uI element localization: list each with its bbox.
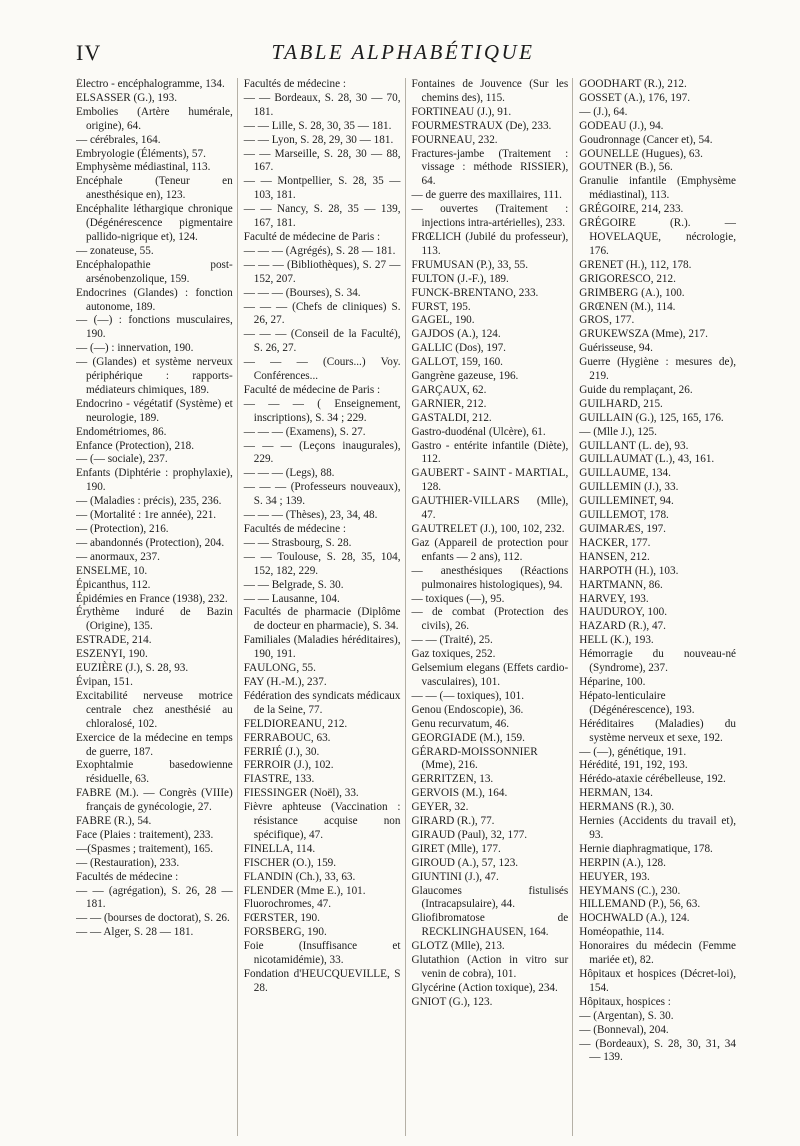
index-entry: — cérébrales, 164. — [76, 133, 161, 146]
index-entry: Encéphalopathie post-arsénobenzolique, 159. — [76, 258, 233, 285]
index-entry: GAJDOS (A.), 124. — [411, 328, 501, 341]
index-entry: EUZIÈRE (J.), S. 28, 93. — [76, 662, 189, 675]
index-entry: Embryologie (Éléments), 57. — [76, 147, 206, 160]
index-entry: Héréditaires (Maladies) du système nerveux et sexe, 192. — [579, 717, 736, 744]
index-entry: Gliofibromatose de RECKLINGHAUSEN, 164. — [411, 912, 569, 939]
index-entry: — (Restauration), 233. — [76, 856, 180, 869]
index-entry: GALLOT, 159, 160. — [411, 356, 503, 369]
index-entry: — — Toulouse, S. 28, 35, 104, 152, 182, 229. — [243, 550, 401, 577]
index-entry: Gaz toxiques, 252. — [411, 648, 496, 661]
index-entry: — (Argentan), S. 30. — [579, 1009, 674, 1022]
index-entry: Goudronnage (Cancer et), 54. — [579, 133, 713, 146]
index-entry: Fièvre aphteuse (Vaccination : résistance acquise non spécifique), 47. — [243, 801, 401, 841]
index-entry: Électro - encéphalogramme, 134. — [76, 78, 225, 90]
index-columns — [76, 78, 740, 1136]
index-entry: GIROUD (A.), 57, 123. — [411, 856, 519, 869]
index-entry: ENSELME, 10. — [76, 564, 148, 577]
index-entry: HARTMANN, 86. — [579, 578, 663, 591]
index-entry: GEORGIADE (M.), 159. — [411, 731, 525, 744]
index-entry: Genou (Endoscopie), 36. — [411, 703, 524, 716]
index-entry: GEYER, 32. — [411, 801, 469, 814]
index-entry: Facultés de médecine : — [76, 870, 179, 883]
index-entry: — — (agrégation), S. 26, 28 — 181. — [76, 884, 233, 911]
index-entry: — (Mlle J.), 125. — [579, 425, 657, 438]
index-entry: Exophtalmie basedowienne résiduelle, 63. — [76, 759, 233, 786]
index-entry: Hôpitaux, hospices : — [579, 995, 671, 1008]
index-entry: — — Nancy, S. 28, 35 — 139, 167, 181. — [243, 203, 401, 230]
index-entry: — de guerre des maxillaires, 111. — [411, 189, 562, 202]
index-entry: Exercice de la médecine en temps de guerre, 187. — [76, 731, 233, 758]
index-entry: GUIMARÆS, 197. — [579, 523, 666, 535]
index-entry: GIRARD (R.), 77. — [411, 815, 495, 828]
index-entry: — — Lausanne, 104. — [243, 592, 340, 605]
index-entry: HANSEN, 212. — [579, 550, 650, 563]
index-entry: Héparine, 100. — [579, 675, 646, 688]
index-entry: FRŒLICH (Jubilé du professeur), 113. — [411, 230, 569, 257]
index-entry: FORTINEAU (J.), 91. — [411, 105, 512, 118]
index-entry: Faculté de médecine de Paris : — [243, 383, 381, 396]
index-entry: — — Montpellier, S. 28, 35 — 103, 181. — [243, 175, 401, 202]
index-entry: — — Bordeaux, S. 28, 30 — 70, 181. — [243, 91, 401, 118]
index-entry: — (Bonneval), 204. — [579, 1023, 669, 1036]
index-entry: Gelsemium elegans (Effets cardio-vasculaires), 101. — [411, 662, 569, 688]
index-entry: GRŒNEN (M.), 114. — [579, 300, 676, 313]
index-entry: Hépato-lenticulaire (Dégénérescence), 193. — [579, 689, 695, 716]
index-entry: GRENET (H.), 112, 178. — [579, 258, 692, 271]
index-entry: Encéphale (Teneur en anesthésique en), 123. — [76, 175, 233, 202]
index-entry: Hôpitaux et hospices (Décret-loi), 154. — [579, 968, 736, 994]
index-entry: — — — ( Enseignement, inscriptions), S. 34 ; 229. — [243, 397, 401, 424]
index-entry: Facultés de médecine : — [243, 78, 346, 90]
index-entry: FAULONG, 55. — [243, 662, 316, 675]
index-entry: — — Belgrade, S. 30. — [243, 578, 344, 591]
index-entry: — — — (Conseil de la Faculté), S. 26, 27. — [243, 328, 401, 355]
index-entry: Épicanthus, 112. — [76, 578, 151, 591]
index-entry: — — — (Agrégés), S. 28 — 181. — [243, 244, 396, 257]
index-entry: — — (Traité), 25. — [411, 634, 493, 647]
index-entry: FISCHER (O.), 159. — [243, 856, 337, 869]
index-column — [76, 78, 237, 1136]
index-entry: Guérisseuse, 94. — [579, 342, 653, 355]
index-entry: — (— sociale), 237. — [76, 453, 168, 466]
index-entry: FORSBERG, 190. — [243, 926, 327, 939]
index-entry: HARPOTH (H.), 103. — [579, 564, 679, 577]
index-entry: HERMAN, 134. — [579, 787, 653, 800]
index-entry: GERVOIS (M.), 164. — [411, 787, 508, 800]
index-entry: HARVEY, 193. — [579, 592, 649, 605]
index-entry: GASTALDI, 212. — [411, 411, 492, 424]
index-column — [237, 78, 405, 1136]
index-entry: FULTON (J.-F.), 189. — [411, 272, 509, 285]
index-entry: ELSASSER (G.), 193. — [76, 91, 178, 104]
index-entry: — anormaux, 237. — [76, 550, 160, 563]
index-entry: Enfance (Protection), 218. — [76, 439, 195, 452]
index-entry: Hémorragie du nouveau-né (Syndrome), 237. — [579, 648, 736, 675]
index-entry: — (Maladies : précis), 235, 236. — [76, 495, 222, 508]
index-entry: Face (Plaies : traitement), 233. — [76, 828, 214, 841]
index-entry: HAUDUROY, 100. — [579, 606, 667, 619]
index-entry: — — — (Leçons inaugurales), 229. — [243, 439, 401, 466]
index-entry: Encéphalite léthargique chronique (Dégénérescence pigmentaire pallido-nigrique et), 124. — [76, 203, 233, 243]
index-entry: — — (— toxiques), 101. — [411, 689, 524, 702]
index-entry: Emphysème médiastinal, 113. — [76, 161, 211, 174]
page-title: TABLE ALPHABÉTIQUE — [271, 40, 535, 64]
index-column — [572, 78, 740, 1136]
index-entry: GIRET (Mlle), 177. — [411, 842, 501, 855]
index-entry: Faculté de médecine de Paris : — [243, 230, 381, 243]
index-entry: GRIMBERG (A.), 100. — [579, 286, 685, 299]
index-entry: — — — (Chefs de cliniques) S. 26, 27. — [243, 300, 401, 327]
index-entry: GOUTNER (B.), 56. — [579, 161, 673, 174]
index-entry: FIESSINGER (Noël), 33. — [243, 787, 359, 800]
index-entry: GIRAUD (Paul), 32, 177. — [411, 828, 528, 841]
index-entry: Fédération des syndicats médicaux de la Seine, 77. — [243, 689, 401, 716]
index-entry: — — Strasbourg, S. 28. — [243, 536, 352, 549]
index-entry: GOODHART (R.), 212. — [579, 78, 687, 90]
index-entry: GUILLEMIN (J.), 33. — [579, 481, 679, 494]
index-entry: FABRE (R.), 54. — [76, 815, 152, 828]
index-entry: HOCHWALD (A.), 124. — [579, 912, 690, 925]
index-entry: HACKER, 177. — [579, 536, 651, 549]
index-entry: Glycérine (Action toxique), 234. — [411, 981, 558, 994]
index-entry: Homéopathie, 114. — [579, 926, 665, 939]
index-entry: — ouvertes (Traitement : injections intra-artérielles), 233. — [411, 203, 569, 230]
index-entry: GÉRARD-MOISSONNIER (Mme), 216. — [411, 745, 538, 772]
index-entry: Embolies (Artère humérale, origine), 64. — [76, 105, 233, 132]
index-entry: GUILLAUME, 134. — [579, 467, 671, 480]
index-entry: — — Lyon, S. 28, 29, 30 — 181. — [243, 133, 394, 146]
index-entry: FLANDIN (Ch.), 33, 63. — [243, 870, 356, 883]
index-entry: HELL (K.), 193. — [579, 634, 654, 647]
index-entry: — — — (Examens), S. 27. — [243, 425, 366, 438]
index-entry: Hernies (Accidents du travail et), 93. — [579, 815, 736, 841]
index-entry: Enfants (Diphtérie : prophylaxie), 190. — [76, 467, 233, 494]
index-entry: Excitabilité nerveuse motrice centrale chez anesthésié au chloralosé, 102. — [76, 689, 233, 730]
index-entry: GUILLANT (L. de), 93. — [579, 439, 689, 452]
index-entry: Fluorochromes, 47. — [243, 898, 332, 911]
index-entry: — de combat (Protection des civils), 26. — [411, 606, 569, 633]
index-entry: Fondation d'HEUCQUEVILLE, S 28. — [243, 968, 401, 994]
index-entry: FELDIOREANU, 212. — [243, 717, 348, 730]
index-entry: GERRITZEN, 13. — [411, 773, 494, 786]
index-entry: — — Alger, S. 28 — 181. — [76, 926, 194, 939]
index-entry: — — Marseille, S. 28, 30 — 88, 167. — [243, 147, 401, 174]
index-entry: GOUNELLE (Hugues), 63. — [579, 147, 703, 160]
index-entry: Hérédo-ataxie cérébelleuse, 192. — [579, 773, 726, 786]
index-entry: Honoraires du médecin (Femme mariée et), 82. — [579, 940, 736, 967]
index-entry: Granulie infantile (Emphysème médiastinal), 113. — [579, 175, 736, 202]
index-entry: HEYMANS (C.), 230. — [579, 884, 681, 897]
index-entry: HILLEMAND (P.), 56, 63. — [579, 898, 701, 911]
index-entry: GUILLAIN (G.), 125, 165, 176. — [579, 411, 724, 424]
index-entry: — — (bourses de doctorat), S. 26. — [76, 912, 230, 925]
index-entry: GUILLEMINET, 94. — [579, 495, 674, 508]
index-entry: GNIOT (G.), 123. — [411, 995, 493, 1008]
index-entry: FOURNEAU, 232. — [411, 133, 498, 146]
index-entry: Gangrène gazeuse, 196. — [411, 370, 519, 383]
index-entry: FUNCK-BRENTANO, 233. — [411, 286, 539, 299]
index-entry: Foie (Insuffisance et nicotamidémie), 33. — [243, 940, 401, 967]
index-entry: FIASTRE, 133. — [243, 773, 315, 786]
index-entry: — — — (Cours...) Voy. Conférences... — [243, 356, 401, 383]
index-entry: — — — (Bourses), S. 34. — [243, 286, 361, 299]
index-entry: Glaucomes fistulisés (Intracapsulaire), 44. — [411, 884, 569, 911]
index-entry: GRÉGOIRE, 214, 233. — [579, 203, 684, 216]
index-entry: Glutathion (Action in vitro sur venin de cobra), 101. — [411, 954, 569, 980]
index-entry: Fontaines de Jouvence (Sur les chemins des), 115. — [411, 78, 569, 104]
index-entry: — (Protection), 216. — [76, 523, 169, 535]
index-entry: Gastro - entérite infantile (Diète), 112. — [411, 439, 569, 466]
index-entry: FERRIÉ (J.), 30. — [243, 745, 320, 758]
index-entry: Fractures-jambe (Traitement : vissage : méthode RISSIER), 64. — [411, 147, 569, 188]
index-entry: Hernie diaphragmatique, 178. — [579, 842, 713, 855]
index-entry: GODEAU (J.), 94. — [579, 119, 664, 132]
index-entry: Endométriomes, 86. — [76, 425, 167, 438]
index-entry: — — — (Bibliothèques), S. 27 — 152, 207. — [243, 258, 401, 285]
index-entry: FURST, 195. — [411, 300, 471, 313]
index-entry: — (Mortalité : 1re année), 221. — [76, 509, 217, 522]
index-entry: — (Bordeaux), S. 28, 30, 31, 34 — 139. — [579, 1037, 736, 1064]
index-entry: GOSSET (A.), 176, 197. — [579, 91, 690, 104]
index-entry: FAY (H.-M.), 237. — [243, 675, 327, 688]
index-entry: GAUTRELET (J.), 100, 102, 232. — [411, 523, 565, 535]
index-entry: Épidémies en France (1938), 232. — [76, 592, 228, 605]
index-entry: GARÇAUX, 62. — [411, 383, 487, 396]
index-entry: Gastro-duodénal (Ulcère), 61. — [411, 425, 546, 438]
index-entry: — (—), génétique, 191. — [579, 745, 687, 758]
index-entry: Évipan, 151. — [76, 675, 133, 688]
index-entry: GARNIER, 212. — [411, 397, 487, 410]
index-entry: FLENDER (Mme E.), 101. — [243, 884, 366, 897]
index-entry: GRIGORESCO, 212. — [579, 272, 676, 285]
index-entry: GUILHARD, 215. — [579, 397, 663, 410]
index-entry: GALLIC (Dos), 197. — [411, 342, 506, 355]
index-entry: — — — (Thèses), 23, 34, 48. — [243, 509, 378, 522]
index-entry: GUILLAUMAT (L.), 43, 161. — [579, 453, 715, 466]
page-header — [76, 40, 730, 70]
index-entry: —(Spasmes ; traitement), 165. — [76, 842, 214, 855]
index-entry: GAUBERT - SAINT - MARTIAL, 128. — [411, 467, 569, 494]
index-entry: Genu recurvatum, 46. — [411, 717, 510, 730]
index-entry: GRÉGOIRE (R.). — HOVELAQUE, nécrologie, 176. — [579, 217, 736, 257]
index-entry: — anesthésiques (Réactions pulmonaires histologiques), 94. — [411, 564, 569, 591]
index-entry: — toxiques (—), 95. — [411, 592, 505, 605]
index-entry: GIUNTINI (J.), 47. — [411, 870, 499, 883]
index-entry: — (Glandes) et système nerveux périphérique : rapports-médiateurs chimiques, 189. — [76, 356, 233, 396]
index-entry: Érythème induré de Bazin (Origine), 135. — [76, 606, 233, 633]
index-entry: Gaz (Appareil de protection pour enfants — 2 ans), 112. — [411, 536, 569, 563]
index-entry: Guide du remplaçant, 26. — [579, 383, 693, 396]
index-entry: FABRE (M.). — Congrès (VIIIe) français de gynécologie, 27. — [76, 787, 233, 814]
index-column — [405, 78, 573, 1136]
index-entry: Endocrines (Glandes) : fonction autonome, 189. — [76, 286, 233, 313]
index-entry: — (—) : innervation, 190. — [76, 342, 194, 355]
index-entry: FINELLA, 114. — [243, 842, 316, 855]
index-entry: — (—) : fonctions musculaires, 190. — [76, 314, 233, 341]
index-entry: Facultés de pharmacie (Diplôme de docteur en pharmacie), S. 34. — [243, 606, 401, 633]
page-number: IV — [76, 40, 102, 65]
index-entry: — zonateuse, 55. — [76, 244, 154, 257]
index-entry: ESZENYI, 190. — [76, 648, 148, 661]
index-entry: GUILLEMOT, 178. — [579, 509, 669, 522]
index-entry: — — — (Professeurs nouveaux), S. 34 ; 139. — [243, 481, 401, 508]
index-entry: FERRABOUC, 63. — [243, 731, 331, 744]
index-entry: HEUYER, 193. — [579, 870, 650, 883]
index-entry: — (J.), 64. — [579, 105, 628, 118]
index-entry: FRUMUSAN (P.), 33, 55. — [411, 258, 529, 271]
index-entry: — abandonnés (Protection), 204. — [76, 536, 225, 549]
index-entry: HAZARD (R.), 47. — [579, 620, 666, 633]
index-entry: HERPIN (A.), 128. — [579, 856, 666, 869]
index-entry: GROS, 177. — [579, 314, 635, 327]
index-entry: Familiales (Maladies héréditaires), 190, 191. — [243, 634, 401, 661]
index-entry: — — — (Legs), 88. — [243, 467, 335, 480]
index-entry: ESTRADE, 214. — [76, 634, 152, 647]
index-entry: FOURMESTRAUX (De), 233. — [411, 119, 552, 132]
index-entry: Guerre (Hygiène : mesures de), 219. — [579, 356, 736, 383]
index-entry: HERMANS (R.), 30. — [579, 801, 675, 814]
index-entry: — — Lille, S. 28, 30, 35 — 181. — [243, 119, 392, 132]
index-entry: GAGEL, 190. — [411, 314, 475, 327]
index-entry: Hérédité, 191, 192, 193. — [579, 759, 688, 772]
index-entry: GRUKEWSZA (Mme), 217. — [579, 328, 708, 341]
index-entry: FŒRSTER, 190. — [243, 912, 320, 925]
index-entry: GLOTZ (Mlle), 213. — [411, 940, 505, 953]
index-entry: Facultés de médecine : — [243, 523, 346, 535]
index-entry: FERROIR (J.), 102. — [243, 759, 334, 772]
index-entry: Endocrino - végétatif (Système) et neurologie, 189. — [76, 397, 233, 424]
index-entry: GAUTHIER-VILLARS (Mlle), 47. — [411, 495, 569, 522]
